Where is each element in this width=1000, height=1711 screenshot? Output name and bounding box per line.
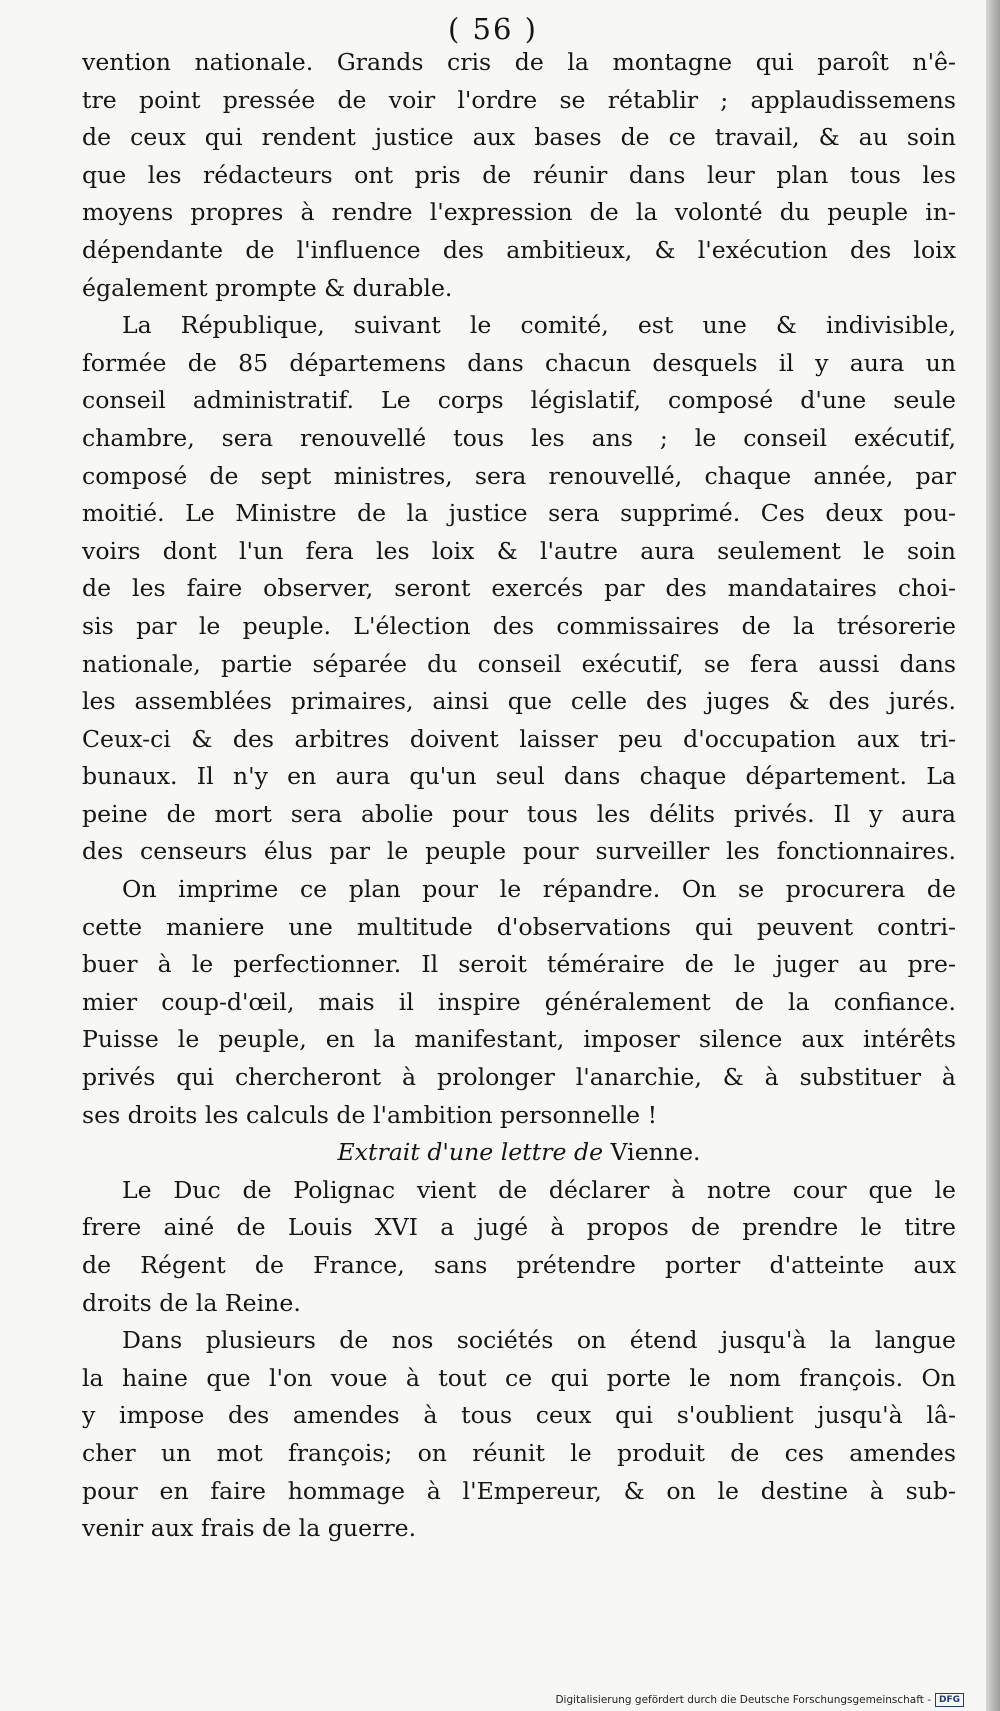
scan-edge-shadow bbox=[986, 0, 1000, 1711]
text-line: mier coup-d'œil, mais il inspire généralement de la confiance. bbox=[82, 987, 956, 1016]
section-heading bbox=[82, 1134, 956, 1172]
text-line: chambre, sera renouvellé tous les ans ; le conseil exécutif, bbox=[82, 423, 956, 452]
heading-italic: Extrait d'une lettre de bbox=[337, 1138, 604, 1167]
text-line: frere ainé de Louis XVI a jugé à propos de prendre le titre bbox=[82, 1213, 956, 1242]
text-line: que les rédacteurs ont pris de réunir dans leur plan tous les bbox=[82, 160, 956, 189]
paragraph-4 bbox=[82, 1172, 956, 1322]
text-line: de Régent de France, sans prétendre porter d'atteinte aux bbox=[82, 1251, 956, 1279]
text-line: peine de mort sera abolie pour tous les délits privés. Il y aura bbox=[82, 799, 956, 828]
text-line: la haine que l'on voue à tout ce qui porte le nom françois. On bbox=[82, 1363, 956, 1392]
text-line: buer à le perfectionner. Il seroit téméraire de le juger au pre- bbox=[82, 950, 956, 979]
text-line: Le Duc de Polignac vient de déclarer à notre cour que le bbox=[122, 1175, 956, 1204]
text-line: cher un mot françois; on réunit le produit de ces amendes bbox=[82, 1438, 956, 1467]
paragraph-1 bbox=[82, 44, 956, 307]
text-line: moyens propres à rendre l'expression de la volonté du peuple in- bbox=[82, 198, 956, 227]
text-line: bunaux. Il n'y en aura qu'un seul dans chaque département. La bbox=[82, 762, 956, 791]
text-line: nationale, partie séparée du conseil exécutif, se fera aussi dans bbox=[82, 649, 956, 678]
dfg-logo: DFG bbox=[935, 1693, 964, 1707]
text-line: On imprime ce plan pour le répandre. On se procurera de bbox=[122, 875, 956, 904]
text-line: Puisse le peuple, en la manifestant, imposer silence aux intérêts bbox=[82, 1025, 956, 1054]
text-line: moitié. Le Ministre de la justice sera supprimé. Ces deux pou- bbox=[82, 499, 956, 528]
text-line: de les faire observer, seront exercés par des mandataires choi- bbox=[82, 574, 956, 603]
digitization-credit bbox=[555, 1693, 964, 1707]
text-line: La République, suivant le comité, est une & indivisible, bbox=[122, 311, 956, 340]
paragraph-3 bbox=[82, 871, 956, 1134]
text-line: privés qui chercheront à prolonger l'anarchie, & à substituer à bbox=[82, 1063, 956, 1092]
text-line: y impose des amendes à tous ceux qui s'oublient jusqu'à lâ- bbox=[82, 1401, 956, 1430]
text-line: tre point pressée de voir l'ordre se rétablir ; applaudissemens bbox=[82, 85, 956, 114]
text-line: voirs dont l'un fera les loix & l'autre aura seulement le soin bbox=[82, 536, 956, 565]
page-number: ( 56 ) bbox=[448, 12, 538, 46]
text-line: sis par le peuple. L'élection des commissaires de la trésorerie bbox=[82, 611, 956, 640]
text-line: venir aux frais de la guerre. bbox=[82, 1514, 417, 1543]
text-line: Dans plusieurs de nos sociétés on étend jusqu'à la langue bbox=[122, 1326, 956, 1355]
text-line: cette maniere une multitude d'observations qui peuvent contri- bbox=[82, 912, 956, 941]
text-line: droits de la Reine. bbox=[82, 1288, 301, 1317]
text-line: conseil administratif. Le corps législatif, composé d'une seule bbox=[82, 386, 956, 415]
text-line: ses droits les calculs de l'ambition personnelle ! bbox=[82, 1100, 658, 1129]
text-line: les assemblées primaires, ainsi que celle des juges & des jurés. bbox=[82, 687, 956, 716]
text-line: composé de sept ministres, sera renouvellé, chaque année, par bbox=[82, 461, 956, 490]
heading-roman: Vienne. bbox=[610, 1138, 701, 1167]
text-line: Ceux-ci & des arbitres doivent laisser peu d'occupation aux tri- bbox=[82, 724, 956, 753]
text-line: pour en faire hommage à l'Empereur, & on le destine à sub- bbox=[82, 1476, 956, 1505]
text-line: formée de 85 départemens dans chacun desquels il y aura un bbox=[82, 348, 956, 377]
credit-text: Digitalisierung gefördert durch die Deutsche Forschungsgemeinschaft - bbox=[555, 1694, 931, 1706]
text-line: de ceux qui rendent justice aux bases de ce travail, & au soin bbox=[82, 123, 956, 152]
paragraph-2 bbox=[82, 307, 956, 871]
paragraph-5 bbox=[82, 1322, 956, 1548]
text-line: vention nationale. Grands cris de la montagne qui paroît n'ê- bbox=[82, 48, 956, 76]
text-line: également prompte & durable. bbox=[82, 273, 453, 302]
text-line: dépendante de l'influence des ambitieux, & l'exécution des loix bbox=[82, 235, 956, 264]
text-block-main bbox=[82, 44, 956, 1548]
text-line: des censeurs élus par le peuple pour surveiller les fonctionnaires. bbox=[82, 837, 956, 866]
